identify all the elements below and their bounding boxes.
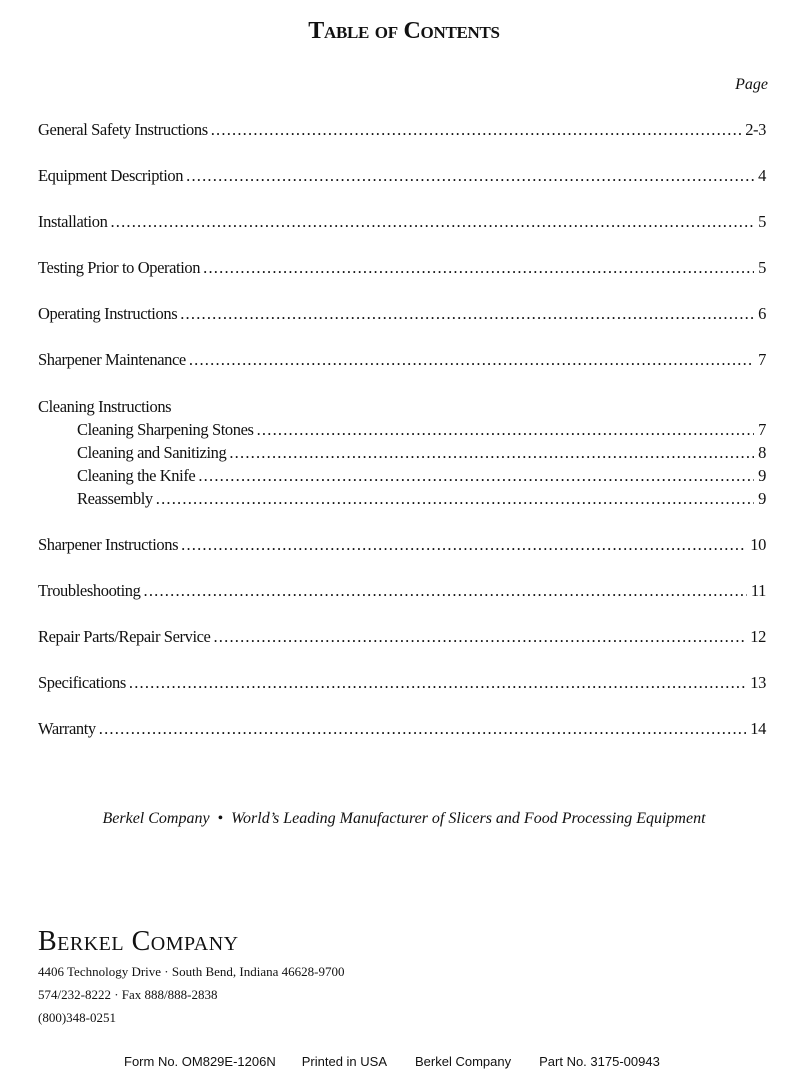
toc-leader [189, 350, 754, 370]
toc-label: Repair Parts/Repair Service [38, 627, 211, 646]
toc-leader [99, 719, 747, 739]
toc-section-cleaning: Cleaning Instructions [38, 397, 172, 416]
toc-entry-specifications[interactable] [38, 673, 766, 695]
page-column-header: Page [735, 76, 768, 93]
toc-page: 8 [758, 443, 766, 462]
toc-entry-repair-parts[interactable] [38, 627, 766, 649]
toc-leader [257, 420, 755, 440]
toc-leader [144, 581, 747, 601]
toc-leader [213, 627, 746, 647]
toc-page: 4 [758, 166, 766, 185]
footer-form-number: Form No. OM829E-1206N [124, 1054, 276, 1069]
page-title: Table of Contents [308, 18, 500, 44]
toc-entry-testing[interactable] [38, 258, 766, 280]
toc-page: 5 [758, 212, 766, 231]
toc-page: 6 [758, 304, 766, 323]
tagline-slogan: World’s Leading Manufacturer of Slicers and Food Processing Equipment [231, 810, 706, 827]
company-address: 4406 Technology Drive · South Bend, Indiana 46628-9700 [38, 964, 345, 979]
toc-page: 7 [758, 420, 766, 439]
toc-leader [181, 535, 746, 555]
toc-page: 11 [750, 581, 766, 600]
toc-label: Reassembly [77, 489, 153, 508]
toc-entry-warranty[interactable] [38, 719, 766, 741]
toc-label: General Safety Instructions [38, 120, 208, 139]
footer-part-number: Part No. 3175-00943 [539, 1054, 660, 1069]
toc-entry-sharpener-maintenance[interactable] [38, 350, 766, 372]
toc-label: Equipment Description [38, 166, 184, 185]
toc-entry-cleaning-stones[interactable] [77, 420, 766, 442]
page-footer [124, 1054, 660, 1069]
toc-label: Operating Instructions [38, 304, 178, 323]
toc-page: 7 [758, 350, 766, 369]
toc-entry-installation[interactable] [38, 212, 766, 234]
toc-entry-sharpener-instructions[interactable] [38, 535, 766, 557]
toc-page: 2-3 [745, 120, 766, 139]
toc-label: Sharpener Maintenance [38, 350, 186, 369]
toc-entry-cleaning-knife[interactable] [77, 466, 766, 488]
toc-label: Troubleshooting [38, 581, 141, 600]
toc-label: Specifications [38, 673, 126, 692]
toc-page: 5 [758, 258, 766, 277]
toc-leader [180, 304, 754, 324]
toc-page: 9 [758, 466, 766, 485]
footer-printed: Printed in USA [301, 1054, 387, 1069]
toc-page: 12 [750, 627, 766, 646]
toc-leader [203, 258, 754, 278]
toc-page: 9 [758, 489, 766, 508]
toc-label: Testing Prior to Operation [38, 258, 201, 277]
toc-label: Warranty [38, 719, 96, 738]
company-toll-free: (800)348-0251 [38, 1010, 116, 1025]
bullet-separator: • [217, 810, 224, 827]
toc-label: Sharpener Instructions [38, 535, 179, 554]
toc-label: Cleaning the Knife [77, 466, 196, 485]
toc-page: 14 [750, 719, 766, 738]
toc-label: Cleaning Sharpening Stones [77, 420, 254, 439]
company-name: Berkel Company [38, 926, 239, 957]
toc-leader [229, 443, 754, 463]
toc-entry-general-safety[interactable] [38, 120, 766, 142]
toc-entry-reassembly[interactable] [77, 489, 766, 511]
company-tagline [0, 810, 808, 828]
toc-leader [110, 212, 754, 232]
toc-page: 13 [750, 673, 766, 692]
toc-label: Cleaning and Sanitizing [77, 443, 227, 462]
toc-leader [186, 166, 754, 186]
toc-entry-cleaning-sanitizing[interactable] [77, 443, 766, 465]
toc-leader [156, 489, 754, 509]
footer-company: Berkel Company [415, 1054, 512, 1069]
company-phone-fax: 574/232-8222 · Fax 888/888-2838 [38, 987, 218, 1002]
toc-entry-troubleshooting[interactable] [38, 581, 766, 603]
toc-entry-operating[interactable] [38, 304, 766, 326]
toc-entry-equipment-description[interactable] [38, 166, 766, 188]
toc-leader [198, 466, 754, 486]
toc-page: 10 [750, 535, 766, 554]
toc-leader [129, 673, 746, 693]
toc-leader [211, 120, 741, 140]
tagline-company: Berkel Company [102, 810, 210, 827]
toc-label: Installation [38, 212, 108, 231]
